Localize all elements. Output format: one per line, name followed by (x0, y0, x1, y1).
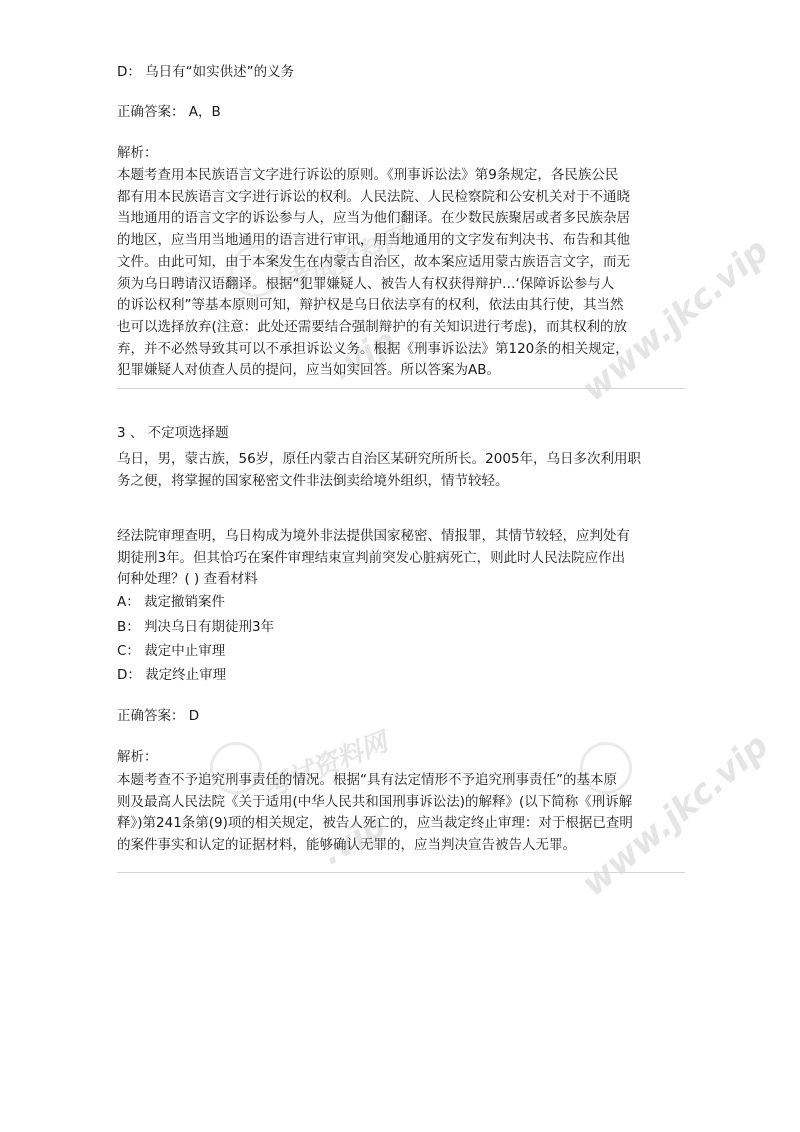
watermark-short-2: .vip (314, 805, 392, 873)
q2-analysis-line: 的地区，应当用当地通用的语言进行审讯，用当地通用的文字发布判决书、布告和其他 (117, 232, 630, 249)
watermark-text-1: 考试资料网 (280, 222, 412, 300)
q3-stem (117, 449, 689, 492)
q2-analysis-line: 文件。由此可知，由于本案发生在内蒙古自治区，故本案应适用蒙古族语言文字，而无 (117, 253, 630, 270)
q3-title: 3 、 不定项选择题 (117, 425, 229, 441)
q2-analysis-label: 解析： (117, 145, 158, 161)
q3-question-line: 经法院审理查明，乌日构成为境外非法提供国家秘密、情报罪，其情节较轻，应判处有 (117, 528, 630, 544)
q3-analysis-label: 解析： (117, 749, 158, 765)
q3-correct-answer: 正确答案： D (117, 708, 200, 724)
watermark-url-1: www.jkc.vip (574, 230, 777, 410)
q2-analysis-line: 须为乌日聘请汉语翻译。根据“犯罪嫌疑人、被告人有权获得辩护…‘保障诉讼参与人 (117, 275, 615, 292)
q3-stem-line: 乌日，男，蒙古族，56岁，原任内蒙古自治区某研究所所长。2005年，乌日多次利用职 (117, 451, 642, 467)
q2-analysis-line: 本题考查用本民族语言文字进行诉讼的原则。《刑事诉讼法》第9条规定，各民族公民 (117, 167, 619, 183)
q3-option-d: D： 裁定终止审理 (117, 667, 227, 683)
q2-option-d: D： 乌日有“如实供述”的义务 (117, 64, 295, 80)
q3-analysis-line: 释》)第241条第(9)项的相关规定，被告人死亡的，应当裁定终止审理：对于根据已查明 (117, 815, 633, 832)
q3-question-line: 期徒刑3年。但其恰巧在案件审理结束宣判前突发心脏病死亡，则此时人民法院应作出 (117, 549, 626, 566)
q3-analysis-line: 则及最高人民法院《关于适用(中华人民共和国刑事诉讼法)的解释》(以下简称《刑诉解 (117, 793, 633, 810)
q2-analysis-line: 也可以选择放弃(注意：此处还需要结合强制辩护的有关知识进行考虑)，而其权利的放 (117, 318, 628, 335)
q3-analysis-text (117, 770, 689, 857)
watermark-url-2: www.jkc.vip (574, 725, 777, 905)
q3-option-c: C： 裁定中止审理 (117, 643, 226, 659)
q2-analysis-line: 弃，并不必然导致其可以不承担诉讼义务。根据《刑事诉讼法》第120条的相关规定， (117, 340, 629, 357)
watermark-text-2: 考试资料网 (260, 727, 392, 805)
section-divider-1 (117, 388, 685, 389)
q3-question (117, 526, 689, 591)
q3-option-a: A： 裁定撤销案件 (117, 594, 226, 610)
q3-analysis-line: 本题考查不予追究刑事责任的情况。根据“具有法定情形不予追究刑事责任”的基本原 (117, 772, 617, 788)
q2-analysis-line: 当地通用的语言文字的诉讼参与人，应当为他们翻译。在少数民族聚居或者多民族杂居 (117, 210, 630, 227)
q3-analysis-line: 的案件事实和认定的证据材料，能够确认无罪的，应当判决宣告被告人无罪。 (117, 837, 576, 854)
q3-stem-line: 务之便，将掌握的国家秘密文件非法倒卖给境外组织，情节较轻。 (117, 472, 509, 489)
q2-analysis-text (117, 165, 689, 382)
q2-analysis-line: 犯罪嫌疑人对侦查人员的提问，应当如实回答。所以答案为AB。 (117, 362, 500, 379)
q2-analysis-line: 的诉讼权利”等基本原则可知，辩护权是乌日依法享有的权利，依法由其行使，其当然 (117, 297, 624, 314)
q3-question-line: 何种处理？( ) 查看材料 (117, 571, 258, 588)
q2-correct-answer: 正确答案： A，B (117, 104, 221, 120)
watermark-short-1: .vip (324, 320, 402, 388)
q3-option-b: B： 判决乌日有期徒刑3年 (117, 619, 275, 635)
section-divider-2 (117, 872, 685, 873)
q2-analysis-line: 都有用本民族语言文字进行诉讼的权利。人民法院、人民检察院和公安机关对于不通晓 (117, 188, 630, 205)
